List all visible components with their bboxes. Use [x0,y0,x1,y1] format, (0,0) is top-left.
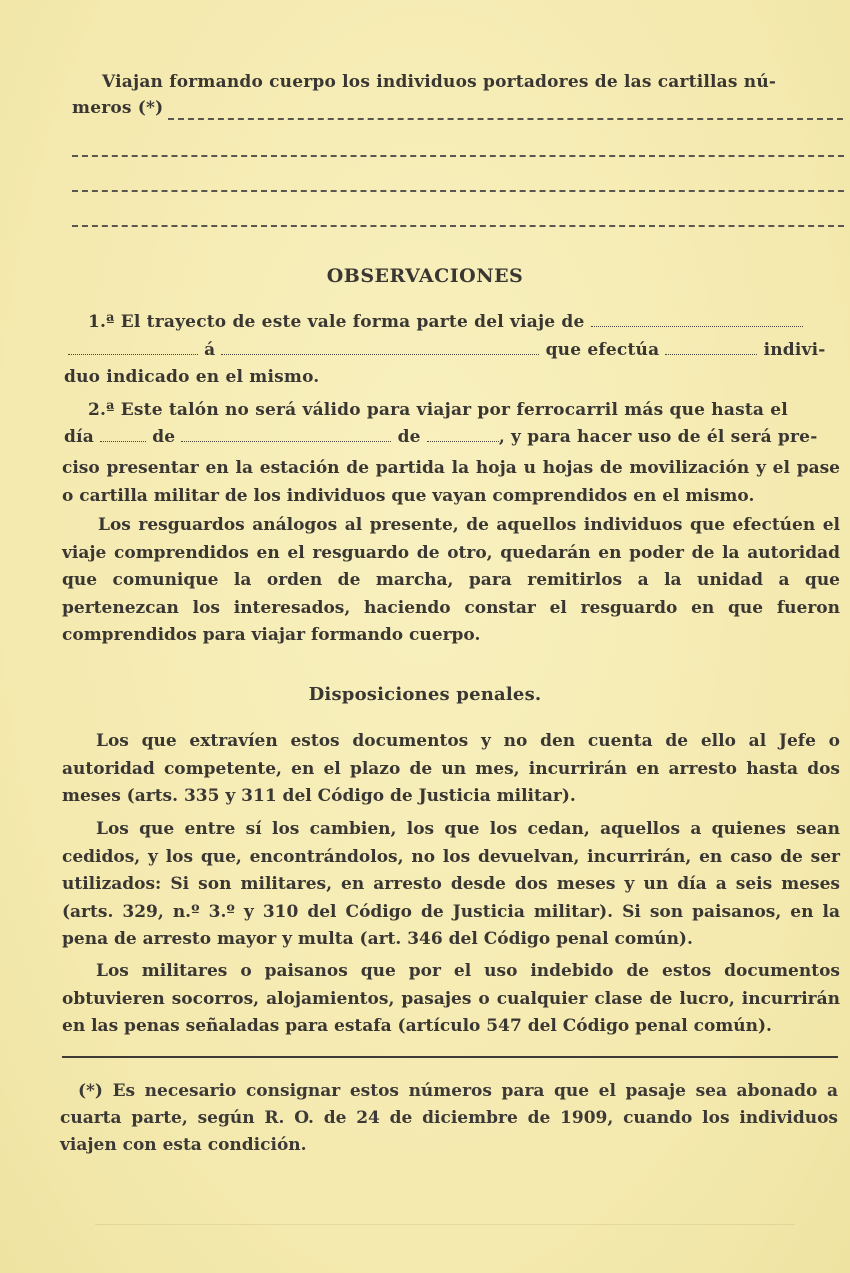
anio-field [427,427,499,442]
dia-field [100,427,146,442]
penales-p3: Los militares o paisanos que por el uso indebido de estos documentos obtuvieren socorros, alojamientos, pasajes o cualquier clase de lucro, incurrirán en las penas señaladas para estafa (artículo 547 del Código penal común). [62,961,840,1036]
obs-2-body: ciso presentar en la estación de partida la hoja u hojas de movilización y el pase o cartilla militar de los individuos que vayan comprendidos en el mismo. [62,458,840,506]
obs-1-a-word: á [204,340,216,360]
obs-2-line-a: 2.ª Este talón no será válido para viajar por ferrocarril más que hasta el [88,400,788,420]
cantidad-field [665,340,757,355]
penales-p2: Los que entre sí los cambien, los que los cedan, aquellos a quienes sean cedidos, y los que, encontrándolos, no los devuelvan, incurrirán, en caso de ser utilizados: Si son militares, en arresto desde dos meses y un día a seis meses (arts. 329, n.º 3.º y 310 del Código de Justicia militar). Si son paisanos, en la pena de arresto mayor y multa (art. 346 del Código penal común). [62,819,840,949]
obs-2-line-b [64,427,817,447]
obs-2-de-1: de [152,427,176,447]
obs-2-de-2: de [397,427,421,447]
fill-line-3 [72,190,844,192]
observaciones-heading: OBSERVACIONES [326,265,524,287]
obs-1-indivi: indivi- [763,340,826,360]
obs-2-dia: día [64,427,94,447]
obs-1-text-a: 1.ª El trayecto de este vale forma parte del viaje de [88,312,585,332]
fill-line-2 [72,155,844,157]
viaje-field [591,312,803,327]
footnote-divider [62,1056,838,1058]
obs-1-efectua: que efectúa [545,340,660,360]
penales-heading: Disposiciones penales. [308,684,542,705]
obs-1-line-b [68,340,826,360]
obs-2-rest-line: , y para hacer uso de él será pre- [498,427,818,447]
penales-p1: Los que extravíen estos documentos y no den cuenta de ello al Jefe o autoridad competente, en el plazo de un mes, incurrirán en arresto hasta dos meses (arts. 335 y 311 del Código de Justicia militar). [62,731,840,806]
fill-line-4 [72,225,844,227]
mes-field [181,427,391,442]
bleed-through [95,1206,795,1225]
destino-field [221,340,539,355]
origen-field [68,340,198,355]
meros-label: meros (*) [72,98,164,118]
cartillas-line: Viajan formando cuerpo los individuos portadores de las cartillas nú- [102,72,777,92]
fill-line-1 [168,118,843,120]
obs-3-body: Los resguardos análogos al presente, de aquellos individuos que efectúen el viaje comprendidos en el resguardo de otro, quedarán en poder de la autoridad que comunique la orden de marcha, para remitirlos a la unidad a que pertenezcan los interesados, haciendo constar el resguardo en que fueron comprendidos para viajar formando cuerpo. [62,515,840,645]
obs-1-line-c: duo indicado en el mismo. [64,367,320,387]
footnote-text: (*) Es necesario consignar estos números para que el pasaje sea abonado a cuarta parte, según R. O. de 24 de diciembre de 1909, cuando los individuos viajen con esta condición. [60,1081,838,1155]
obs-1-line-a [88,312,803,332]
